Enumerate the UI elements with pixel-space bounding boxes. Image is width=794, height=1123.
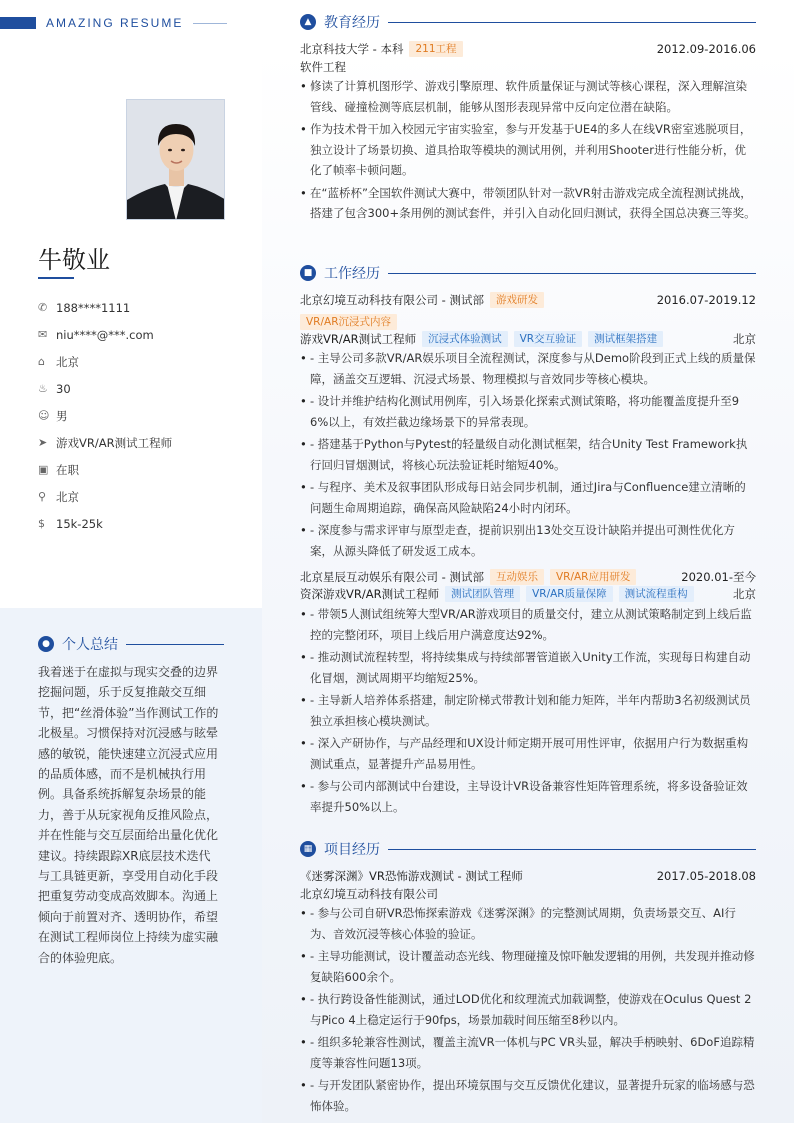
list-item: • - 搭建基于Python与Pytest的轻量级自动化测试框架，结合Unity Test Framework执行回归冒烟测试，将核心玩法验证耗时缩短40%。 — [300, 434, 756, 475]
company-tag: VR/AR沉浸式内容 — [300, 314, 397, 330]
education-major-row — [300, 58, 756, 76]
education-date: 2012.09-2016.06 — [656, 42, 756, 56]
company-tag: 游戏研发 — [490, 292, 544, 308]
list-item: • - 执行跨设备性能测试，通过LOD优化和纹理流式加载调整，使游戏在Oculus Quest 2与Pico 4上稳定运行于90fps，场景加载时间压缩至8秒以内。 — [300, 989, 756, 1030]
job-city: 北京 — [733, 332, 756, 346]
info-job — [38, 429, 248, 456]
info-text: 30 — [56, 381, 71, 396]
name-underline — [38, 277, 74, 279]
job-city: 北京 — [733, 587, 756, 601]
section-divider — [388, 22, 756, 23]
section-title: 工作经历 — [324, 266, 380, 282]
list-item: • - 带领5人测试组统筹大型VR/AR游戏项目的质量交付，建立从测试策略制定到上线后监控的完整闭环，项目上线后用户满意度达92%。 — [300, 604, 756, 645]
job-date: 2020.01-至今 — [681, 570, 756, 584]
info-text: 在职 — [56, 462, 79, 477]
brand-bar — [0, 17, 36, 29]
education-bullets — [300, 76, 756, 226]
job-2-header-row — [300, 568, 756, 586]
education-header-row — [300, 40, 756, 58]
info-status — [38, 456, 248, 483]
grid-icon: ▦ — [300, 841, 316, 857]
person-icon: ● — [38, 636, 54, 652]
info-phone — [38, 294, 248, 321]
info-text: 188****1111 — [56, 300, 131, 315]
role-tag: 沉浸式体验测试 — [422, 331, 508, 347]
status-icon: ▣ — [38, 463, 49, 476]
company-name: 北京星辰互动娱乐有限公司 - 测试部 — [300, 570, 484, 584]
role-tag: 测试团队管理 — [445, 586, 520, 602]
info-gender — [38, 402, 248, 429]
info-text: 男 — [56, 408, 68, 423]
info-text: niu****@***.com — [56, 327, 154, 342]
graduation-cap-icon: ▲ — [300, 14, 316, 30]
list-item: • - 主导功能测试，设计覆盖动态光线、物理碰撞及惊吓触发逻辑的用例，共发现并推动修复缺陷600余个。 — [300, 946, 756, 987]
portrait-image — [127, 100, 225, 220]
list-item: • 修读了计算机图形学、游戏引擎原理、软件质量保证与测试等核心课程，深入理解渲染管线、碰撞检测等底层机制，能够从图形表现异常中反向定位潜在缺陷。 — [300, 76, 756, 117]
briefcase-icon: ■ — [300, 265, 316, 281]
contact-info-list — [38, 294, 248, 537]
education-section-header — [300, 12, 756, 32]
role-tag: VR/AR质量保障 — [526, 586, 613, 602]
list-item: • - 参与公司内部测试中台建设，主导设计VR设备兼容性矩阵管理系统，将多设备验证效率提升50%以上。 — [300, 776, 756, 817]
info-text: 北京 — [56, 489, 79, 504]
profile-photo — [126, 99, 225, 220]
company-name: 北京幻境互动科技有限公司 - 测试部 — [300, 293, 484, 307]
school-tag: 211工程 — [409, 41, 462, 57]
cake-icon: ♨ — [38, 382, 48, 395]
company-tag: VR/AR应用研发 — [550, 569, 637, 585]
company-tag: 互动娱乐 — [490, 569, 544, 585]
section-divider — [388, 273, 756, 274]
info-home — [38, 348, 248, 375]
list-item: • - 与开发团队紧密协作，提出环境氛围与交互反馈优化建议，显著提升玩家的临场感与恐怖体验。 — [300, 1075, 756, 1116]
role-title: 资深游戏VR/AR测试工程师 — [300, 587, 440, 601]
list-item: • - 与程序、美术及叙事团队形成每日站会同步机制，通过Jira与Confluence建立清晰的问题生命周期追踪，确保高风险缺陷24小时内闭环。 — [300, 477, 756, 518]
section-divider — [126, 644, 224, 645]
list-item: • - 设计并维护结构化测试用例库，引入场景化探索式测试策略，将功能覆盖度提升至96%以上，有效拦截边缘场景下的异常表现。 — [300, 391, 756, 432]
list-item: • - 参与公司自研VR恐怖探索游戏《迷雾深渊》的完整测试周期，负责场景交互、AI行为、音效沉浸等核心体验的验证。 — [300, 903, 756, 944]
job-2-role-row — [300, 585, 756, 603]
info-salary — [38, 510, 248, 537]
job-1-bullets — [300, 348, 756, 563]
job-2-bullets — [300, 604, 756, 819]
brand-text: AMAZING RESUME — [46, 16, 184, 30]
project-date: 2017.05-2018.08 — [656, 869, 756, 883]
email-icon: ✉ — [38, 328, 48, 341]
section-title: 教育经历 — [324, 15, 380, 31]
info-text: 北京 — [56, 354, 79, 369]
list-item: • 在“蓝桥杯”全国软件测试大赛中，带领团队针对一款VR射击游戏完成全流程测试挑战，搭建了包含300+条用例的测试套件，并引入自动化回归测试，获得全国总决赛三等奖。 — [300, 183, 756, 224]
project-company: 北京幻境互动科技有限公司 — [300, 887, 438, 901]
project-company-row — [300, 885, 756, 903]
salary-icon: $ — [38, 517, 45, 530]
list-item: • - 深度参与需求评审与原型走查，提前识别出13处交互设计缺陷并提出可测性优化方案，从源头降低了研发返工成本。 — [300, 520, 756, 561]
job-icon: ➤ — [38, 436, 48, 449]
summary-section-header — [38, 634, 224, 654]
role-tag: VR交互验证 — [514, 331, 582, 347]
info-location — [38, 483, 248, 510]
list-item: • - 深入产研协作，与产品经理和UX设计师定期开展可用性评审，依据用户行为数据重构测试重点，显著提升产品易用性。 — [300, 733, 756, 774]
brand-header — [0, 16, 227, 30]
job-1-role-row — [300, 330, 756, 348]
gender-icon: ☺ — [38, 409, 50, 422]
project-header-row — [300, 867, 756, 885]
brand-line — [193, 23, 227, 24]
role-title: 游戏VR/AR测试工程师 — [300, 332, 417, 346]
section-title: 个人总结 — [62, 637, 118, 653]
project-name: 《迷雾深渊》VR恐怖游戏测试 - 测试工程师 — [300, 869, 523, 883]
home-icon: ⌂ — [38, 355, 45, 368]
summary-text: 我着迷于在虚拟与现实交叠的边界挖掘问题，乐于反复推敲交互细节，把“丝滑体验”当作测试工作的北极星。习惯保持对沉浸感与眩晕感的敏锐，能快速建立沉浸式应用的品质体感，而不是机械执行用例。具备系统拆解复杂场景的能力，善于从玩家视角反推风险点，并在性能与交互层面给出量化优化建议。持续跟踪XR底层技术迭代与工具链更新，享受用自动化手段把重复劳动变成高效脚本。沟通上倾向于前置对齐、透明协作，希望在测试工程师岗位上持续为虚实融合的体验兜底。 — [38, 665, 219, 965]
phone-icon: ✆ — [38, 301, 48, 314]
info-email — [38, 321, 248, 348]
role-tag: 测试框架搭建 — [588, 331, 663, 347]
work-section-header — [300, 263, 756, 283]
info-text: 15k-25k — [56, 516, 103, 531]
role-tag: 测试流程重构 — [619, 586, 694, 602]
job-1-extra-tag-row — [294, 313, 750, 331]
project-bullets — [300, 903, 756, 1118]
info-text: 游戏VR/AR测试工程师 — [56, 435, 173, 450]
info-age — [38, 375, 248, 402]
projects-section-header — [300, 839, 756, 859]
list-item: • 作为技术骨干加入校园元宇宙实验室，参与开发基于UE4的多人在线VR密室逃脱项目，独立设计了场景切换、道具拾取等模块的测试用例，并利用Shooter进行性能分析，优化了帧率卡顿问题。 — [300, 119, 756, 181]
list-item: • - 主导新人培养体系搭建，制定阶梯式带教计划和能力矩阵，半年内帮助3名初级测试员独立承担核心模块测试。 — [300, 690, 756, 731]
list-item: • - 组织多轮兼容性测试，覆盖主流VR一体机与PC VR头显，解决手柄映射、6DoF追踪精度等兼容性问题13项。 — [300, 1032, 756, 1073]
list-item: • - 推动测试流程转型，将持续集成与持续部署管道嵌入Unity工作流，实现每日构建自动化冒烟，测试周期平均缩短25%。 — [300, 647, 756, 688]
school-name: 北京科技大学 - 本科 — [300, 42, 404, 56]
section-divider — [388, 849, 756, 850]
job-date: 2016.07-2019.12 — [656, 293, 756, 307]
major: 软件工程 — [300, 60, 346, 74]
candidate-name: 牛敬业 — [38, 246, 110, 274]
section-title: 项目经历 — [324, 842, 380, 858]
job-1-header-row — [300, 291, 756, 309]
list-item: • - 主导公司多款VR/AR娱乐项目全流程测试，深度参与从Demo阶段到正式上线的质量保障，涵盖交互逻辑、沉浸式场景、物理模拟与音效同步等核心模块。 — [300, 348, 756, 389]
location-icon: ⚲ — [38, 490, 47, 503]
